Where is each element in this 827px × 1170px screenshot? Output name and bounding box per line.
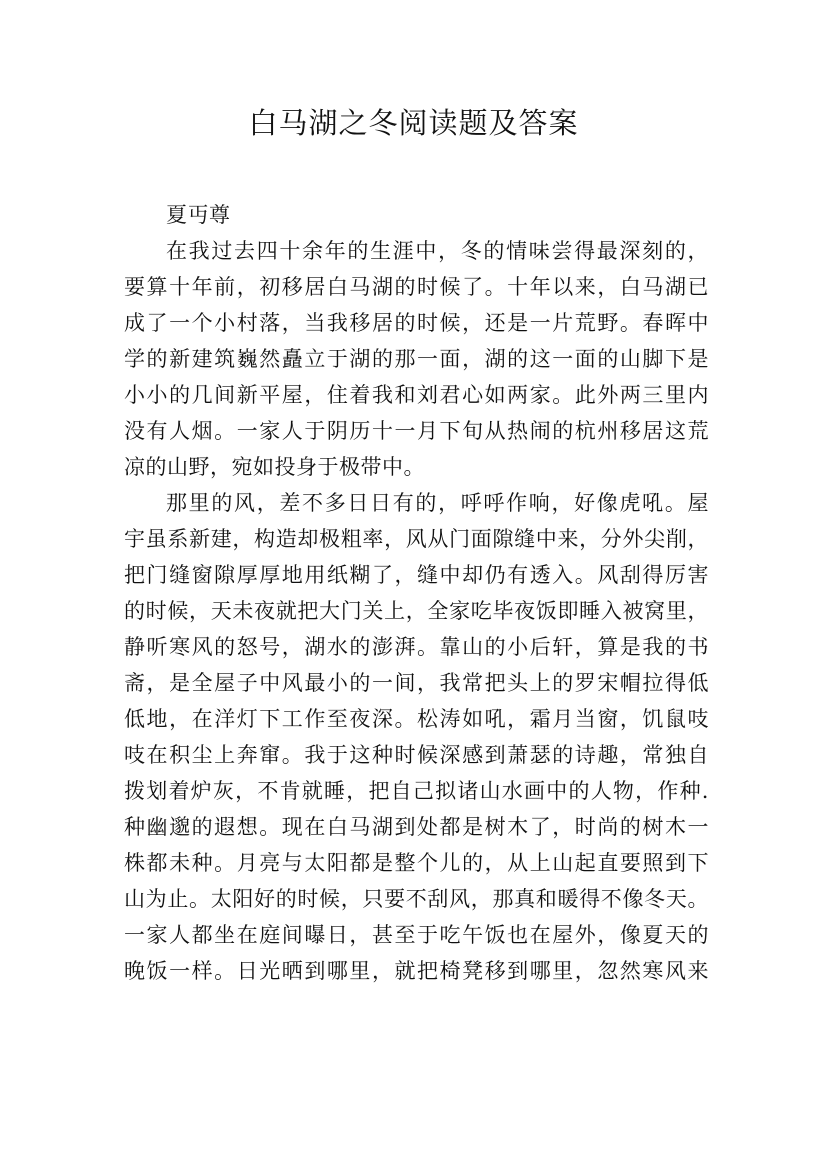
document-title: 白马湖之冬阅读题及答案 — [248, 106, 579, 140]
text-line: 静听寒风的怒号，湖水的澎湃。靠山的小后轩，算是我的书 — [124, 635, 709, 659]
text-line: 晚饭一样。日光晒到哪里，就把椅凳移到哪里，忽然寒风来 — [124, 959, 709, 983]
text-line: 株都未种。月亮与太阳都是整个儿的，从上山起直要照到下 — [124, 851, 709, 875]
text-line: 低地，在洋灯下工作至夜深。松涛如吼，霜月当窗，饥鼠吱 — [124, 707, 709, 731]
document-body — [124, 197, 709, 989]
text-line: 的时候，天未夜就把大门关上，全家吃毕夜饭即睡入被窝里， — [124, 599, 709, 623]
text-line: 种幽邈的遐想。现在白马湖到处都是树木了，时尚的树木一 — [124, 815, 709, 839]
paragraph-1 — [124, 233, 709, 485]
text-line: 那里的风，差不多日日有的，呼呼作响，好像虎吼。屋 — [166, 491, 709, 515]
text-line: 学的新建筑巍然矗立于湖的那一面，湖的这一面的山脚下是 — [124, 347, 709, 371]
text-line: 吱在积尘上奔窜。我于这种时候深感到萧瑟的诗趣，常独自 — [124, 743, 709, 767]
text-line: 把门缝窗隙厚厚地用纸糊了，缝中却仍有透入。风刮得厉害 — [124, 563, 709, 587]
text-line: 小小的几间新平屋，住着我和刘君心如两家。此外两三里内 — [124, 383, 709, 407]
text-line: 一家人都坐在庭间曝日，甚至于吃午饭也在屋外，像夏天的 — [124, 923, 709, 947]
text-line: 山为止。太阳好的时候，只要不刮风，那真和暖得不像冬天。 — [124, 887, 709, 911]
text-line: 拨划着炉灰，不肯就睡，把自己拟诸山水画中的人物，作种. — [124, 779, 709, 803]
text-line: 在我过去四十余年的生涯中，冬的情味尝得最深刻的， — [166, 239, 709, 263]
text-line: 要算十年前，初移居白马湖的时候了。十年以来，白马湖已 — [124, 275, 709, 299]
author-line: 夏丏尊 — [166, 203, 231, 227]
text-line: 斋，是全屋子中风最小的一间，我常把头上的罗宋帽拉得低 — [124, 671, 709, 695]
text-line: 成了一个小村落，当我移居的时候，还是一片荒野。春晖中 — [124, 311, 709, 335]
text-line: 没有人烟。一家人于阴历十一月下旬从热闹的杭州移居这荒 — [124, 419, 709, 443]
text-line: 宇虽系新建，构造却极粗率，风从门面隙缝中来，分外尖削， — [124, 527, 709, 551]
text-line: 凉的山野，宛如投身于极带中。 — [124, 455, 425, 479]
paragraph-2 — [124, 485, 709, 989]
